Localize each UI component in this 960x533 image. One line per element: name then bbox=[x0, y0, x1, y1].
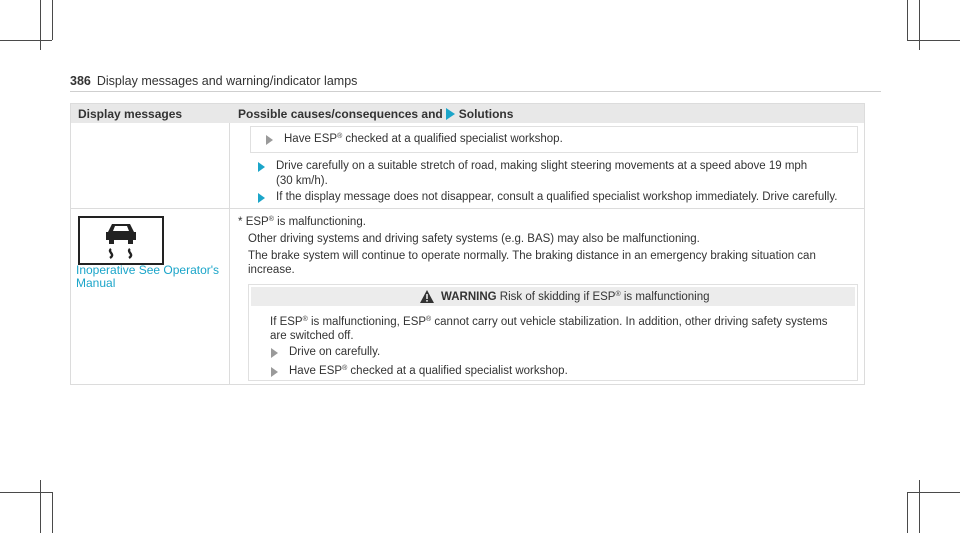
solution-step: Drive carefully on a suitable stretch of road, making slight steering movements at a speed above 19 mph bbox=[276, 160, 808, 172]
crop-mark bbox=[907, 40, 960, 41]
page-header bbox=[70, 74, 357, 88]
page-title: Display messages and warning/indicator lamps bbox=[96, 74, 358, 88]
table-header bbox=[71, 104, 864, 123]
crop-mark bbox=[907, 0, 908, 40]
warning-body-continued: are switched off. bbox=[270, 330, 354, 342]
solution-step: Have ESP® checked at a qualified specialist workshop. bbox=[284, 133, 563, 145]
display-message-text: Inoperative See Operator's bbox=[76, 263, 220, 277]
column-header-messages: Display messages bbox=[78, 107, 183, 121]
arrow-icon bbox=[446, 108, 455, 120]
row-divider bbox=[71, 208, 864, 209]
bullet-arrow-icon bbox=[258, 193, 265, 203]
crop-mark bbox=[40, 480, 41, 533]
warning-triangle-icon bbox=[420, 290, 434, 303]
cause-text: * ESP® is malfunctioning. bbox=[238, 216, 366, 228]
column-header-solutions: Possible causes/consequences and Solutions bbox=[238, 107, 514, 121]
display-message-text: Manual bbox=[76, 276, 116, 290]
solution-box bbox=[250, 126, 858, 153]
warning-box bbox=[248, 284, 858, 381]
crop-mark bbox=[919, 480, 920, 533]
consequence-text-continued: increase. bbox=[248, 264, 295, 276]
crop-mark bbox=[0, 40, 52, 41]
esp-skid-warning-icon bbox=[78, 216, 164, 266]
page-number: 386 bbox=[70, 74, 91, 88]
crop-mark bbox=[52, 492, 53, 533]
warning-body: If ESP® is malfunctioning, ESP® cannot carry out vehicle stabilization. In addition, other driving safety systems bbox=[270, 316, 828, 328]
warning-step: Drive on carefully. bbox=[289, 346, 381, 358]
header-divider bbox=[70, 91, 881, 92]
warning-header bbox=[251, 287, 855, 306]
crop-mark bbox=[40, 0, 41, 50]
consequence-text: The brake system will continue to operate normally. The braking distance in an emergency braking situation can bbox=[248, 250, 816, 262]
column-divider bbox=[229, 123, 230, 385]
warning-step: Have ESP® checked at a qualified specialist workshop. bbox=[289, 365, 568, 377]
solution-step: If the display message does not disappear, consult a qualified specialist workshop immediately. Drive carefully. bbox=[276, 191, 838, 203]
warning-title: WARNING Risk of skidding if ESP® is malfunctioning bbox=[441, 291, 710, 303]
consequence-text: Other driving systems and driving safety systems (e.g. BAS) may also be malfunctioning. bbox=[248, 233, 700, 245]
solution-step-continued: (30 km/h). bbox=[276, 175, 328, 187]
bullet-arrow-icon bbox=[271, 348, 278, 358]
display-messages-table bbox=[70, 103, 865, 385]
crop-mark bbox=[907, 492, 908, 533]
bullet-arrow-icon bbox=[258, 162, 265, 172]
crop-mark bbox=[919, 0, 920, 50]
crop-mark bbox=[52, 0, 53, 40]
bullet-arrow-icon bbox=[266, 135, 273, 145]
bullet-arrow-icon bbox=[271, 367, 278, 377]
crop-mark bbox=[907, 492, 960, 493]
crop-mark bbox=[0, 492, 52, 493]
